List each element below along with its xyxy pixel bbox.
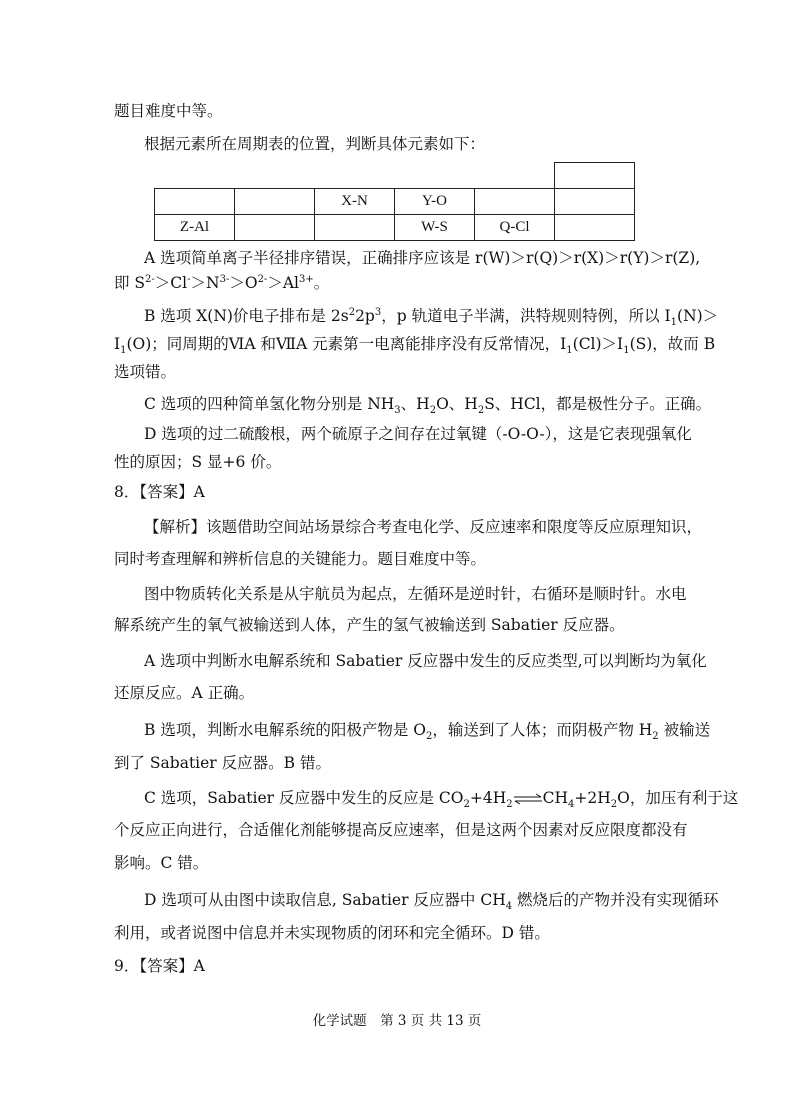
- table-cell: [555, 189, 635, 215]
- paragraph-line: 选项错。: [114, 363, 177, 381]
- table-cell: W-S: [395, 215, 475, 241]
- paragraph-line: 根据元素所在周期表的位置，判断具体元素如下：: [144, 135, 486, 153]
- equilibrium-arrow-icon: [513, 793, 543, 805]
- paragraph-line: 还原反应。A 正确。: [114, 684, 255, 702]
- paragraph-line: 利用，或者说图中信息并未实现物质的闭环和完全循环。D 错。: [114, 924, 550, 942]
- table-cell: Q-Cl: [475, 215, 555, 241]
- paragraph-line: B 选项，判断水电解系统的阳极产物是 $O_2$，输送到了人体；而阴极产物 $H_2$ 被输送: [144, 721, 711, 743]
- page-footer: 化学试题 第 3 页 共 13 页: [312, 1013, 482, 1029]
- paragraph-line: $I_1(O)$；同周期的ⅥA 和ⅦA 元素第一电离能排序没有反常情况，$I_1(Cl)>I_1(S)$，故而 B: [114, 335, 716, 357]
- table-cell: [235, 215, 315, 241]
- answer-heading: 8．【答案】A: [114, 483, 205, 501]
- paragraph-line: A 选项中判断水电解系统和 Sabatier 反应器中发生的反应类型,可以判断均为氧化: [144, 652, 707, 670]
- paragraph-line: B 选项 X(N)价电子排布是 $2s^22p^3$，p 轨道电子半满，洪特规则特例，所以 $I_1(N)>$: [144, 306, 719, 329]
- paragraph-line: 解系统产生的氧气被输送到人体，产生的氢气被输送到 Sabatier 反应器。: [114, 616, 625, 634]
- paragraph-line: 即 $S^{2-}>Cl^->N^{3-}>O^{2-}>Al^{3+}$。: [114, 273, 330, 292]
- paragraph-line: A 选项简单离子半径排序错误，正确排序应该是 r(W)＞r(Q)＞r(X)＞r(Y)＞r(Z),: [144, 249, 701, 267]
- paragraph-line: 到了 Sabatier 反应器。B 错。: [114, 754, 331, 772]
- paragraph-line: 图中物质转化关系是从宇航员为起点，左循环是逆时针，右循环是顺时针。水电: [144, 585, 687, 603]
- table-cell: Z-Al: [155, 215, 235, 241]
- paragraph-line: 性的原因；S 显+6 价。: [114, 453, 282, 471]
- paragraph-line: 【解析】该题借助空间站场景综合考查电化学、反应速率和限度等反应原理知识，: [144, 518, 703, 536]
- paragraph-line: 同时考查理解和辨析信息的关键能力。题目难度中等。: [114, 550, 487, 568]
- table-cell: [315, 215, 395, 241]
- table-cell: [555, 215, 635, 241]
- table-cell: [555, 163, 635, 189]
- answer-heading: 9．【答案】A: [114, 957, 205, 975]
- table-row: [155, 189, 635, 215]
- paragraph-line: 影响。C 错。: [114, 854, 209, 872]
- table-cell: [475, 189, 555, 215]
- paragraph-line: 个反应正向进行，合适催化剂能够提高反应速率，但是这两个因素对反应限度都没有: [114, 821, 688, 839]
- periodic-table-fragment: [154, 162, 635, 241]
- paragraph-line: C 选项的四种简单氢化物分别是 $NH_3$、$H_2O$、$H_2S$、HCl，都是极性分子。正确。: [144, 395, 712, 417]
- paragraph-line: D 选项的过二硫酸根，两个硫原子之间存在过氧键（-O-O-），这是它表现强氧化: [144, 425, 692, 443]
- table-cell: Y-O: [395, 189, 475, 215]
- table-cell: [155, 189, 235, 215]
- table-row: [155, 163, 635, 189]
- table-row: [155, 215, 635, 241]
- paragraph-line: C 选项，Sabatier 反应器中发生的反应是 $CO_2+4H_2$ $CH_4+2H_2O$，加压有利于这: [144, 789, 739, 811]
- table-cell: [235, 189, 315, 215]
- table-cell: X-N: [315, 189, 395, 215]
- paragraph-line: D 选项可从由图中读取信息, Sabatier 反应器中 $CH_4$ 燃烧后的产物并没有实现循环: [144, 891, 719, 913]
- paragraph-line: 题目难度中等。: [114, 102, 223, 120]
